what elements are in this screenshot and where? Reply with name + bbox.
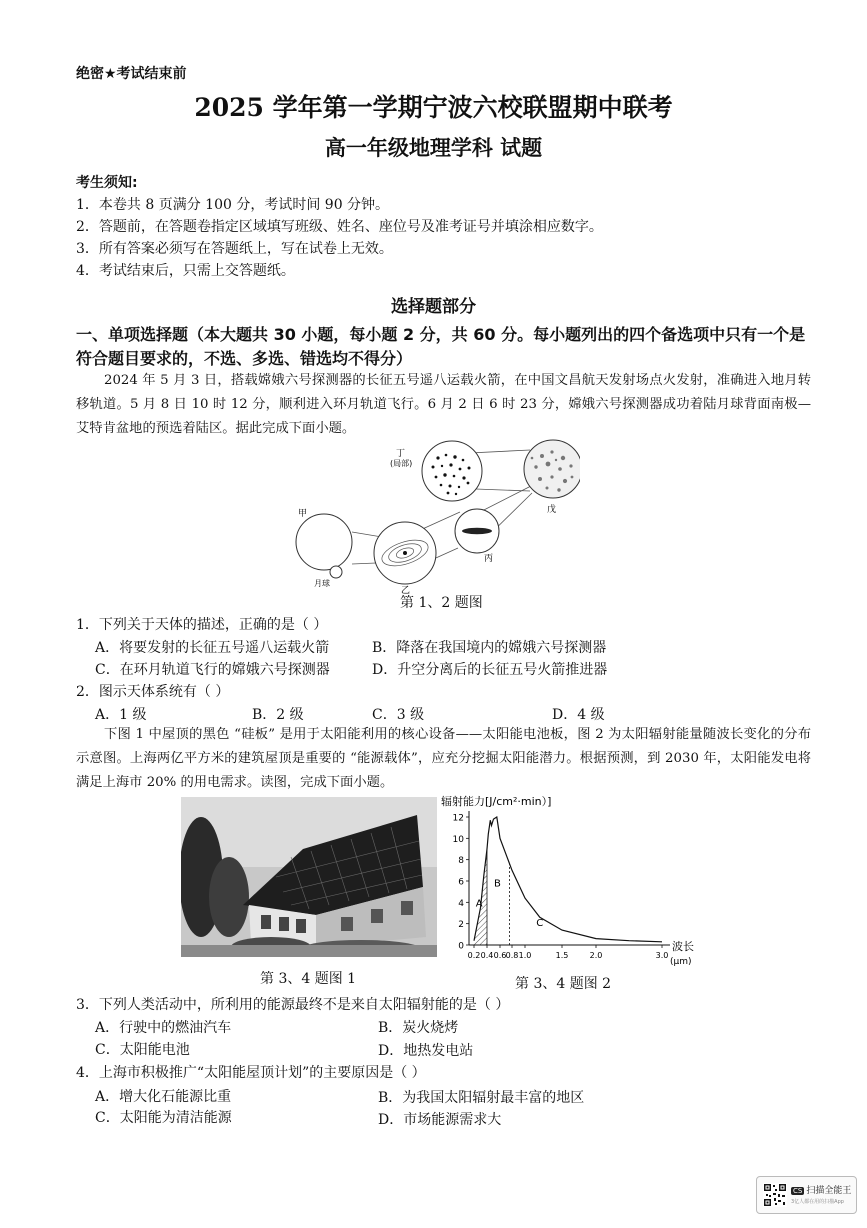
passage-1: 2024 年 5 月 3 日，搭载嫦娥六号探测器的长征五号遥八运载火箭，在中国文昌航天发射场点火发射，准确进入地月转移轨道。5 月 8 日 10 时 12 分，顺利进入环月轨道飞行。6 月 2 日 6 时 23 分，嫦娥六号探测器成功着陆月球背面南极—艾特肯盆地的预选着陆区。据此完成下面小题。 (76, 373, 811, 436)
scanner-app-label (791, 1183, 851, 1196)
figure1-caption: 第 1、2 题图 (400, 595, 483, 611)
y-tick-label: 6 (458, 877, 464, 888)
region-label-b: B (493, 878, 501, 890)
y-tick-label: 8 (458, 856, 464, 867)
ding-system-circle (422, 441, 482, 501)
q3-option-b: B．炭火烧烤 (378, 1020, 459, 1036)
q4-option-b: B．为我国太阳辐射最丰富的地区 (378, 1090, 585, 1106)
q3-option-c: C．太阳能电池 (95, 1042, 190, 1058)
q2-option-c: C．3 级 (372, 707, 425, 723)
notes-heading: 考生须知: (76, 175, 138, 191)
cs-badge-icon: CS (793, 1187, 803, 1195)
section-instructions: 一、单项选择题（本大题共 30 小题，每小题 2 分，共 60 分。每小题列出的四个备选项中只有一个是符合题目要求的，不选、多选、错选均不得分） (76, 325, 806, 368)
region-label-c: C (536, 917, 544, 929)
q3-option-d: D．地热发电站 (378, 1043, 474, 1059)
chart-x-unit: (μm) (670, 957, 692, 967)
wu-system-circle (524, 440, 580, 498)
section-title: 选择题部分 (391, 297, 476, 317)
q1-option-a: A．将要发射的长征五号遥八运载火箭 (95, 640, 330, 656)
label-ding: 丁 (396, 449, 406, 459)
y-tick-label: 4 (458, 898, 464, 909)
q4-option-c: C．太阳能为清洁能源 (95, 1110, 232, 1126)
label-bing: 丙 (484, 554, 494, 564)
moon-circle (330, 566, 342, 578)
note-item: 4．考试结束后，只需上交答题纸。 (76, 263, 295, 279)
y-tick-label: 0 (458, 941, 464, 952)
chart-x-label: 波长 (672, 940, 694, 953)
jia-system-circle (296, 514, 352, 570)
confidential-mark: 绝密★考试结束前 (76, 66, 187, 82)
y-tick-label: 12 (452, 813, 464, 824)
celestial-systems-figure (280, 436, 580, 594)
sun-dot (403, 551, 407, 555)
note-item: 3．所有答案必须写在答题纸上，写在试卷上无效。 (76, 241, 393, 257)
label-wu: 戊 (547, 505, 557, 515)
label-local: (局部) (390, 459, 413, 468)
x-tick-label: 0.4 (480, 951, 494, 960)
chart-caption: 第 3、4 题图 2 (515, 976, 612, 992)
q4-option-d: D．市场能源需求大 (378, 1112, 502, 1128)
x-tick-label: 3.0 (655, 951, 669, 960)
scanner-app-name: 扫描全能王 (806, 1186, 852, 1196)
solar-radiation-chart (438, 794, 700, 970)
label-moon: 月球 (314, 579, 330, 588)
x-tick-label: 0.2 (467, 951, 481, 960)
question-1-stem: 1．下列关于天体的描述，正确的是（ ） (76, 617, 328, 633)
note-item: 2．答题前，在答题卷指定区域填写班级、姓名、座位号及准考证号并填涂相应数字。 (76, 219, 603, 235)
exam-title: 2025 学年第一学期宁波六校联盟期中联考 (194, 93, 673, 122)
x-tick-label: 0.6 (493, 951, 507, 960)
label-yi: 乙 (401, 586, 411, 594)
x-tick-label: 2.0 (589, 951, 603, 960)
region-label-a: A (475, 898, 483, 910)
x-tick-label: 1.0 (518, 951, 532, 960)
question-4-stem: 4．上海市积极推广“太阳能屋顶计划”的主要原因是（ ） (76, 1065, 426, 1081)
q1-option-b: B．降落在我国境内的嫦娥六号探测器 (372, 640, 607, 656)
question-2-stem: 2．图示天体系统有（ ） (76, 684, 230, 700)
x-tick-label: 1.5 (555, 951, 569, 960)
question-3-stem: 3．下列人类活动中，所利用的能源最终不是来自太阳辐射能的是（ ） (76, 997, 510, 1013)
radiation-curve (474, 817, 662, 942)
y-tick-label: 10 (452, 834, 464, 845)
q2-option-b: B．2 级 (252, 707, 304, 723)
q2-option-a: A．1 级 (95, 707, 147, 723)
q1-option-d: D．升空分离后的长征五号火箭推进器 (372, 662, 608, 678)
q4-option-a: A．增大化石能源比重 (95, 1089, 232, 1105)
y-tick-label: 2 (458, 920, 464, 931)
scanner-app-subtitle: 3亿人都在用的扫描App (791, 1199, 844, 1205)
solar-roof-house-photo (181, 797, 437, 957)
x-tick-label: 0.8 (505, 951, 519, 960)
q3-option-a: A．行驶中的燃油汽车 (95, 1020, 232, 1036)
note-item: 1．本卷共 8 页满分 100 分，考试时间 90 分钟。 (76, 197, 390, 213)
bing-galaxy-shape (462, 528, 492, 534)
passage-2: 下图 1 中屋顶的黑色 “硅板” 是用于太阳能利用的核心设备——太阳能电池板，图 2 为太阳辐射能量随波长变化的分布示意图。上海两亿平方米的建筑屋顶是重要的 “能源载体”，应充分挖掘太阳能潜力。根据预测，到 2030 年，太阳能发电将满足上海市 20% 的用电需求。读图，完成下面小题。 (76, 727, 811, 790)
exam-subtitle: 高一年级地理学科 试题 (324, 135, 543, 160)
label-jia: 甲 (298, 509, 308, 519)
q1-option-c: C．在环月轨道飞行的嫦娥六号探测器 (95, 662, 330, 678)
q2-option-d: D．4 级 (552, 707, 605, 723)
qr-code-icon (763, 1183, 787, 1207)
scanner-watermark (756, 1176, 857, 1214)
chart-y-label: 辐射能力[J/cm²·min）] (441, 795, 552, 808)
figure2-caption: 第 3、4 题图 1 (260, 971, 357, 987)
